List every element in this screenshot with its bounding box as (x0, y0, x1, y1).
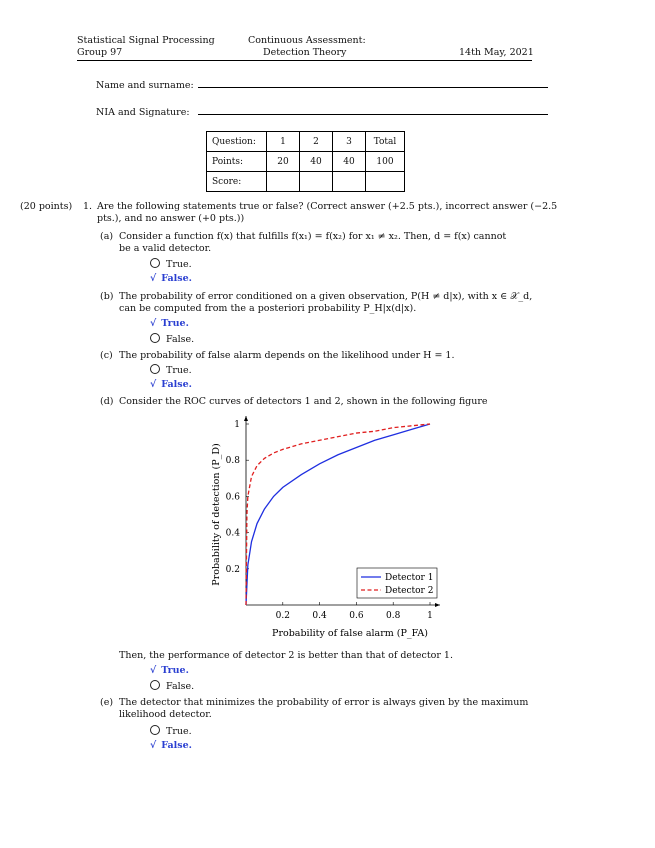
legend-label: Detector 1 (385, 573, 434, 583)
item-e-text-line2: likelihood detector. (119, 709, 212, 720)
option-label: True. (166, 365, 192, 376)
item-b-text-line2: can be computed from the a posteriori probability P_H|x(d|x). (119, 303, 417, 314)
points-total: 100 (366, 152, 405, 172)
y-tick-label: 0.2 (225, 564, 240, 575)
radio-empty-icon (150, 364, 160, 374)
row-points-label: Points: (207, 152, 267, 172)
x-tick-label: 1 (427, 611, 433, 621)
checkmark-icon: √ (150, 379, 157, 390)
checkmark-icon: √ (150, 273, 157, 284)
item-a-text-line2: be a valid detector. (119, 243, 212, 254)
question-1-header: 1 (267, 132, 300, 152)
x-tick-label: 0.6 (349, 611, 364, 621)
score-q1[interactable] (267, 172, 300, 192)
group-label: Group 97 (77, 47, 123, 58)
exam-date: 14th May, 2021 (459, 47, 534, 58)
item-c-label: (c) (100, 350, 113, 361)
x-tick-label: 0.8 (386, 611, 401, 621)
radio-empty-icon (150, 333, 160, 343)
roc-chart (205, 412, 455, 644)
question-2-header: 2 (300, 132, 333, 152)
question-intro-line1: Are the following statements true or false? (Correct answer (+2.5 pts.), incorrect answer (−2.5 (97, 201, 558, 212)
item-a-text-line1: Consider a function f(x) that fulfills f(x₁) = f(x₂) for x₁ ≠ x₂. Then, d = f(x) cannot (119, 231, 507, 242)
item-d-option-true[interactable] (150, 665, 189, 677)
item-b-text-line1: The probability of error conditioned on a given observation, P(H ≠ d|x), with x ∈ 𝒳_d, (119, 291, 533, 302)
question-intro-line2: pts.), and no answer (+0 pts.)) (97, 213, 245, 224)
option-label: True. (161, 318, 189, 329)
item-c-text-line1: The probability of false alarm depends on the likelihood under H = 1. (119, 350, 455, 361)
y-axis-arrow-icon (244, 416, 248, 421)
x-tick-label: 0.2 (275, 611, 290, 621)
x-tick-label: 0.4 (312, 611, 327, 621)
item-b-option-false[interactable] (150, 333, 194, 346)
question-number: 1. (83, 201, 93, 212)
name-field[interactable] (198, 87, 548, 88)
x-axis-label: Probability of false alarm (P_FA) (272, 628, 428, 639)
radio-empty-icon (150, 725, 160, 735)
score-table (206, 131, 405, 192)
course-title: Statistical Signal Processing (77, 35, 215, 46)
option-label: False. (161, 273, 192, 284)
score-q3[interactable] (333, 172, 366, 192)
item-e-option-true[interactable] (150, 725, 192, 738)
question-3-header: 3 (333, 132, 366, 152)
y-tick-label: 0.4 (225, 528, 240, 539)
y-axis-label: Probability of detection (P_D) (211, 443, 222, 586)
assessment-label: Continuous Assessment: (248, 35, 366, 46)
item-e-option-false[interactable] (150, 740, 192, 752)
item-d-option-false[interactable] (150, 680, 194, 693)
score-total[interactable] (366, 172, 405, 192)
radio-empty-icon (150, 680, 160, 690)
option-label: True. (161, 665, 189, 676)
row-question-label: Question: (207, 132, 267, 152)
radio-empty-icon (150, 258, 160, 268)
option-label: False. (161, 379, 192, 390)
option-label: True. (166, 259, 192, 270)
header-rule (77, 60, 532, 61)
item-a-label: (a) (100, 231, 114, 242)
item-a-option-true[interactable] (150, 258, 192, 271)
item-a-option-false[interactable] (150, 273, 192, 285)
y-tick-label: 1 (234, 420, 240, 430)
item-c-option-true[interactable] (150, 364, 192, 377)
topic-label: Detection Theory (263, 47, 347, 58)
nia-signature-field[interactable] (198, 114, 548, 115)
option-label: False. (166, 334, 195, 345)
y-tick-label: 0.6 (225, 492, 240, 503)
checkmark-icon: √ (150, 740, 157, 751)
points-q3: 40 (333, 152, 366, 172)
item-b-option-true[interactable] (150, 318, 189, 330)
option-label: False. (166, 681, 195, 692)
option-label: False. (161, 740, 192, 751)
question-points: (20 points) (20, 201, 73, 212)
total-header: Total (366, 132, 405, 152)
item-b-label: (b) (100, 291, 114, 302)
item-e-label: (e) (100, 697, 114, 708)
item-c-option-false[interactable] (150, 379, 192, 391)
item-d-label: (d) (100, 396, 114, 407)
row-score-label: Score: (207, 172, 267, 192)
points-q1: 20 (267, 152, 300, 172)
option-label: True. (166, 726, 192, 737)
nia-label: NIA and Signature: (96, 107, 190, 118)
x-axis-arrow-icon (435, 603, 440, 607)
checkmark-icon: √ (150, 665, 157, 676)
legend-label: Detector 2 (385, 586, 434, 596)
chart-legend (357, 568, 437, 598)
item-e-text-line1: The detector that minimizes the probability of error is always given by the maximum (119, 697, 529, 708)
y-tick-label: 0.8 (225, 456, 240, 467)
checkmark-icon: √ (150, 318, 157, 329)
score-q2[interactable] (300, 172, 333, 192)
item-d-text-line1: Consider the ROC curves of detectors 1 and 2, shown in the following figure (119, 396, 488, 407)
points-q2: 40 (300, 152, 333, 172)
name-label: Name and surname: (96, 80, 194, 91)
item-d-text-after: Then, the performance of detector 2 is better than that of detector 1. (119, 650, 453, 661)
